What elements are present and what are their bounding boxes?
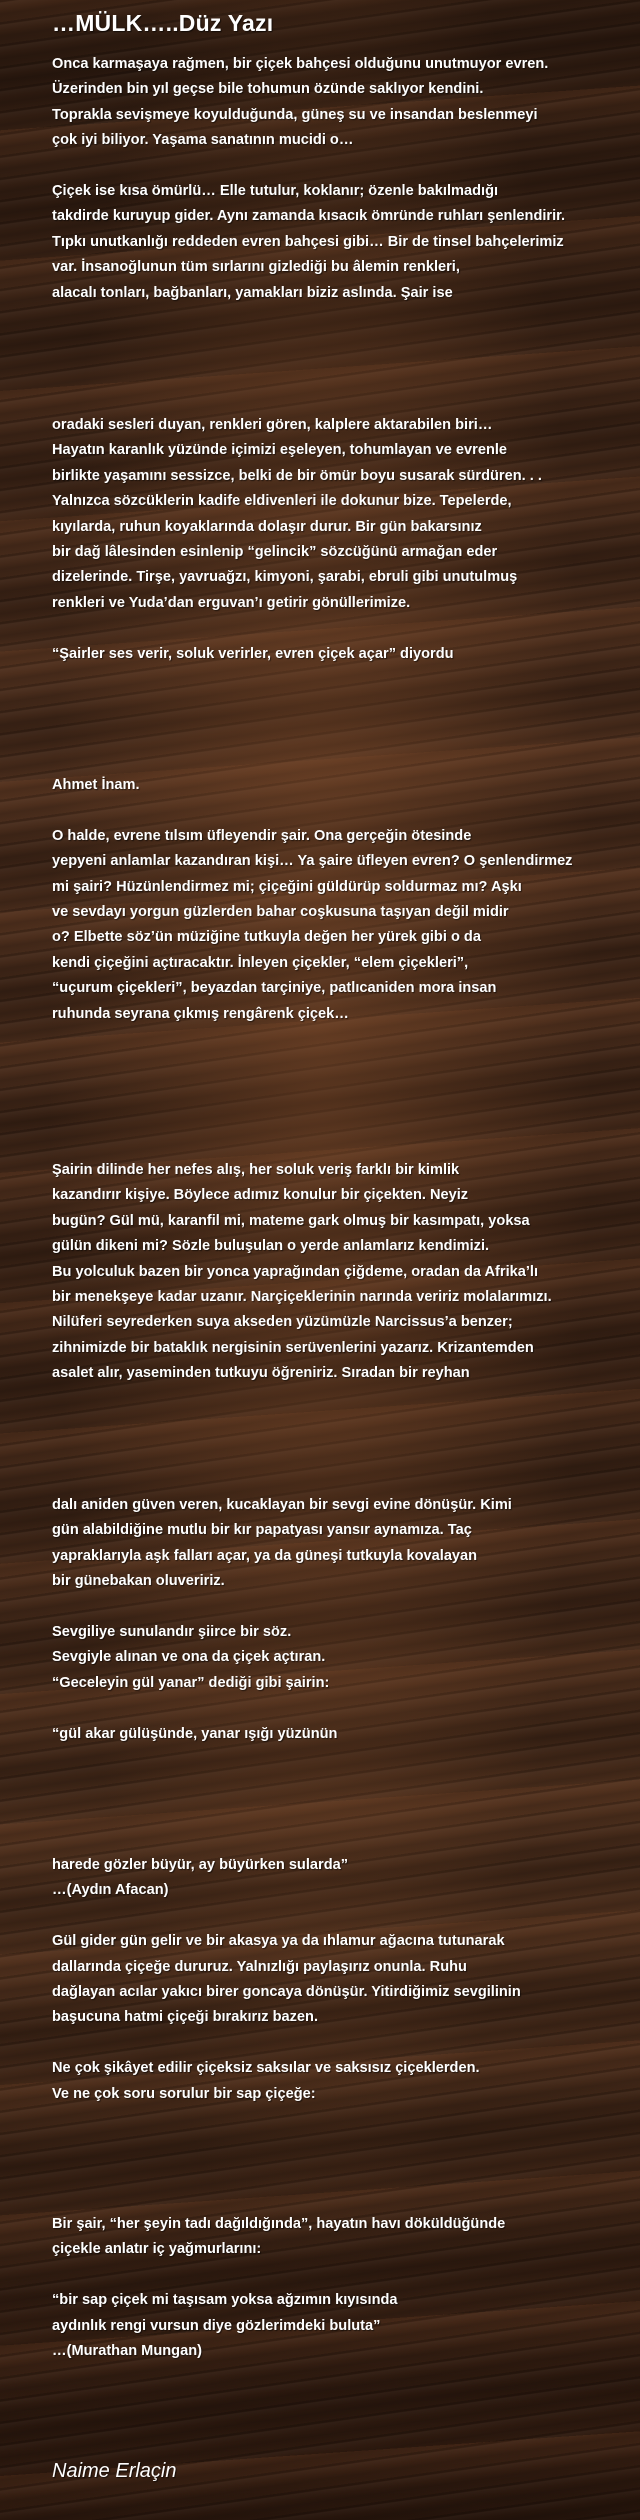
text-line: Tıpkı unutkanlığı reddeden evren bahçesi gibi… Bir de tinsel bahçelerimiz [52, 233, 564, 250]
text-line: Gül gider gün gelir ve bir akasya ya da ıhlamur ağacına tutunarak [52, 1933, 505, 1950]
text-line: yepyeni anlamlar kazandıran kişi… Ya şaire üfleyen evren? O şenlendirmez [52, 853, 573, 870]
text-line: O halde, evrene tılsım üfleyendir şair. Ona gerçeğin ötesinde [52, 827, 472, 844]
text-section-5 [52, 1493, 626, 1747]
text-line [52, 616, 626, 641]
text-line [52, 1595, 626, 1620]
text-line: başucuna hatmi çiçeği bırakırız bazen. [52, 2009, 319, 2026]
text-section-2 [52, 413, 626, 667]
text-line: aydınlık rengi vursun diye gözlerimdeki buluta” [52, 2317, 381, 2334]
text-line: Bu yolculuk bazen bir yonca yaprağından çiğdeme, oradan da Afrika’lı [52, 1263, 539, 1280]
text-line: Onca karmaşaya rağmen, bir çiçek bahçesi olduğunu unutmuyor evren. [52, 56, 549, 72]
text-line: birlikte yaşamını sessizce, belki de bir ömür boyu susarak sürdüren. . . [52, 467, 542, 484]
text-section-4 [52, 1158, 626, 1387]
text-line: bugün? Gül mü, karanfil mi, mateme gark olmuş bir kasımpatı, yoksa [52, 1212, 530, 1229]
text-line: ve sevdayı yorgun güzlerden bahar coşkusuna taşıyan değil midir [52, 904, 509, 921]
text-line: Ne çok şikâyet edilir çiçeksiz saksılar ve saksısız çiçeklerden. [52, 2060, 480, 2077]
text-line: Şairin dilinde her nefes alış, her soluk veriş farklı bir kimlik [52, 1162, 460, 1178]
text-line: bir günebakan oluveririz. [52, 1573, 225, 1590]
page-title: …MÜLK…..Düz Yazı [52, 10, 274, 36]
text-section-6 [52, 1853, 626, 2107]
text-line: kazandırır kişiye. Böylece adımız konulur bir çiçekten. Neyiz [52, 1187, 469, 1204]
text-line: takdirde kuruyup gider. Aynı zamanda kısacık ömründe ruhları şenlendirir. [52, 208, 566, 225]
text-line: zihnimizde bir bataklık nergisinin serüvenlerini yazarız. Krizantemden [52, 1339, 534, 1356]
text-line: “Geceleyin gül yanar” dediği gibi şairin: [52, 1674, 330, 1691]
text-line: Çiçek ise kısa ömürlü… Elle tutulur, koklanır; özenle bakılmadığı [52, 183, 499, 200]
text-line: alacalı tonları, bağbanları, yamakları biziz aslında. Şair ise [52, 284, 453, 301]
text-line: mi şairi? Hüzünlendirmez mi; çiçeğini güldürüp soldurmaz mı? Aşkı [52, 878, 522, 895]
text-line [52, 1696, 626, 1721]
text-line: “uçurum çiçekleri”, beyazdan tarçiniye, patlıcaniden mora insan [52, 980, 497, 997]
text-line: var. İnsanoğlunun tüm sırlarını gizlediği bu âlemin renkleri, [52, 259, 460, 276]
text-line: bir dağ lâlesinden esinlenip “gelincik” sözcüğünü armağan eder [52, 544, 498, 561]
text-line: dalı aniden güven veren, kucaklayan bir sevgi evine dönüşür. Kimi [52, 1497, 512, 1513]
text-line: çiçekle anlatır iç yağmurlarını: [52, 2241, 262, 2258]
text-line: gülün dikeni mi? Sözle buluşulan o yerde anlamlarız kendimizi. [52, 1238, 490, 1255]
text-line: Yalnızca sözcüklerin kadife eldivenleri ile dokunur bize. Tepelerde, [52, 493, 512, 510]
text-line: kıyılarda, ruhun koyaklarında dolaşır durur. Bir gün bakarsınız [52, 518, 482, 535]
text-line: Bir şair, “her şeyin tadı dağıldığında”, hayatın havı döküldüğünde [52, 2216, 506, 2232]
text-line: kendi çiçeğini açtıracaktır. İnleyen çiçekler, “elem çiçekleri”, [52, 954, 469, 971]
text-line: çok iyi biliyor. Yaşama sanatının mucidi o… [52, 132, 354, 149]
text-line: ruhunda seyrana çıkmış rengârenk çiçek… [52, 1005, 349, 1022]
text-line: dallarında çiçeğe dururuz. Yalnızlığı paylaşırız onunla. Ruhu [52, 1958, 467, 1975]
text-line: Sevgiliye sunulandır şiirce bir söz. [52, 1624, 292, 1641]
text-line: Toprakla sevişmeye koyulduğunda, güneş su ve insandan beslenmeyi [52, 106, 538, 123]
text-section-3 [52, 773, 626, 1027]
text-line: Sevgiyle alınan ve ona da çiçek açtıran. [52, 1649, 326, 1666]
text-line: harede gözler büyür, ay büyürken sularda” [52, 1857, 349, 1873]
text-line [52, 2031, 626, 2056]
text-line: Üzerinden bin yıl geçse bile tohumun özünde saklıyor kendini. [52, 81, 484, 98]
text-line [52, 154, 626, 179]
text-line: Nilüferi seyrederken suya akseden yüzümüzle Narcissus’a benzer; [52, 1314, 513, 1331]
text-line [52, 798, 626, 823]
text-line: Ahmet İnam. [52, 777, 140, 793]
text-line: Ve ne çok soru sorulur bir sap çiçeğe: [52, 2085, 316, 2102]
author-signature: Naime Erlaçin [52, 2460, 177, 2482]
text-line: …(Aydın Afacan) [52, 1882, 169, 1899]
text-line: asalet alır, yaseminden tutkuyu öğreniriz. Sıradan bir reyhan [52, 1365, 470, 1382]
text-line: “bir sap çiçek mi taşısam yoksa ağzımın kıyısında [52, 2292, 398, 2309]
text-line: dağlayan acılar yakıcı birer goncaya dönüşür. Yitirdiğimiz sevgilinin [52, 1984, 521, 2001]
text-line: yapraklarıyla aşk falları açar, ya da güneşi tutkuyla kovalayan [52, 1547, 478, 1564]
text-section-7 [52, 2212, 626, 2364]
text-line: “Şairler ses verir, soluk verirler, evren çiçek açar” diyordu [52, 645, 454, 662]
text-line: dizelerinde. Tirşe, yavruağzı, kimyoni, şarabi, ebruli gibi unutulmuş [52, 569, 518, 586]
text-line: “gül akar gülüşünde, yanar ışığı yüzünün [52, 1725, 338, 1742]
text-line: …(Murathan Mungan) [52, 2343, 202, 2360]
text-line: o? Elbette söz’ün müziğine tutkuyla değen her yürek gibi o da [52, 929, 481, 946]
text-line: Hayatın karanlık yüzünde içimizi eşeleyen, tohumlayan ve evrenle [52, 442, 508, 459]
text-line: gün alabildiğine mutlu bir kır papatyası yansır aynamıza. Taç [52, 1522, 472, 1539]
text-line: bir menekşeye kadar uzanır. Narçiçeklerinin narında veririz molalarımızı. [52, 1289, 552, 1306]
text-line [52, 1904, 626, 1929]
text-section-1 [52, 52, 626, 306]
text-line: oradaki sesleri duyan, renkleri gören, kalplere aktarabilen biri… [52, 417, 493, 433]
text-line [52, 2263, 626, 2288]
text-line: renkleri ve Yuda’dan erguvan’ı getirir gönüllerimize. [52, 594, 411, 611]
